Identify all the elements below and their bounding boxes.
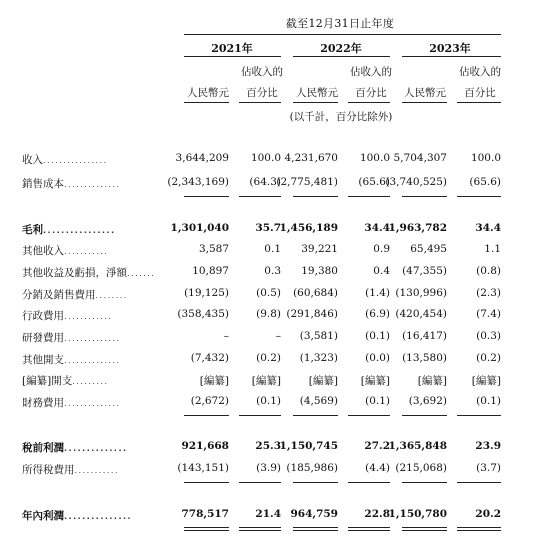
cell-row1-2021-amount: (2,343,169) [167, 176, 229, 188]
cell-row9-2021-pct: [編纂] [251, 375, 281, 387]
cell-row9-2021-amount: [編纂] [199, 375, 229, 387]
cell-row7-2022-pct: (0.1) [365, 330, 390, 342]
cell-row11-2023-pct: 23.9 [475, 440, 501, 452]
cell-row7-2021-amount: – [223, 330, 229, 342]
cell-row9-2022-pct: [編纂] [360, 375, 390, 387]
row-label-other-gains-losses: 其他收益及虧損，淨額....... [22, 267, 156, 279]
amount-header-2023: 人民幣元 [404, 87, 446, 99]
cell-row8-2021-pct: (0.2) [256, 352, 281, 364]
cell-row4-2022-amount: 19,380 [301, 265, 338, 277]
cell-row11-2023-amount: 1,365,848 [388, 440, 447, 452]
cell-row6-2022-amount: (291,846) [286, 308, 338, 320]
cell-row13-2021-pct: 21.4 [255, 508, 281, 520]
cell-row7-2023-pct: (0.3) [476, 330, 501, 342]
cell-row3-2023-amount: 65,495 [410, 243, 447, 255]
cell-row3-2021-amount: 3,587 [198, 243, 229, 255]
unit-note: (以千計，百分比除外) [289, 111, 393, 123]
cell-row1-2022-amount: (2,775,481) [276, 176, 338, 188]
cell-row5-2023-amount: (130,996) [395, 287, 447, 299]
rule-after-finance-costs-3 [348, 415, 390, 416]
pct-header-2021-line1: 佔收入的 [241, 66, 283, 78]
rule-double-total-1 [239, 527, 281, 531]
cell-row9-2022-amount: [編纂] [308, 375, 338, 387]
rule-after-cost-of-sales-0 [184, 196, 229, 197]
cell-row7-2021-pct: – [275, 330, 281, 342]
cell-row8-2023-pct: (0.2) [476, 352, 501, 364]
cell-row1-2023-amount: (3,740,525) [385, 176, 447, 188]
cell-row4-2022-pct: 0.4 [373, 265, 390, 277]
row-label-distribution-selling: 分銷及銷售費用........ [22, 289, 128, 301]
row-label-revenue: 收入................ [22, 154, 108, 166]
rule-after-income-tax-0 [184, 482, 229, 483]
cell-row13-2021-amount: 778,517 [181, 508, 229, 520]
cell-row5-2021-amount: (19,125) [184, 287, 229, 299]
cell-row0-2023-amount: 5,704,307 [393, 152, 447, 164]
cell-row2-2023-pct: 34.4 [475, 222, 501, 234]
cell-row8-2022-pct: (0.0) [365, 352, 390, 364]
cell-row11-2022-amount: 1,150,745 [279, 440, 338, 452]
cell-row10-2022-pct: (0.1) [365, 395, 390, 407]
rule-after-cost-of-sales-4 [402, 196, 447, 197]
pct-header-2021-line2: 百分比 [246, 87, 278, 99]
amount-header-2021: 人民幣元 [187, 87, 229, 99]
cell-row4-2023-amount: (47,355) [402, 265, 447, 277]
cell-row4-2021-amount: 10,897 [192, 265, 229, 277]
cell-row13-2023-amount: 1,150,780 [388, 508, 447, 520]
cell-row3-2022-pct: 0.9 [373, 243, 390, 255]
col-rule-3 [293, 102, 338, 103]
col-rule-4 [348, 102, 390, 103]
cell-row10-2022-amount: (4,569) [299, 395, 338, 407]
cell-row2-2022-amount: 1,456,189 [279, 222, 338, 234]
rule-double-total-3 [348, 527, 390, 531]
year-header-2021: 2021年 [211, 42, 253, 55]
cell-row1-2021-pct: (64.3) [249, 176, 281, 188]
cell-row5-2022-amount: (60,684) [293, 287, 338, 299]
col-rule-5 [402, 102, 447, 103]
cell-row4-2021-pct: 0.3 [264, 265, 281, 277]
cell-row12-2022-pct: (4.4) [365, 462, 390, 474]
cell-row12-2022-amount: (185,986) [286, 462, 338, 474]
rule-after-finance-costs-4 [402, 415, 447, 416]
rule-after-cost-of-sales-3 [348, 196, 390, 197]
cell-row8-2022-amount: (1,323) [299, 352, 338, 364]
row-label-administrative: 行政費用............ [22, 310, 113, 322]
cell-row11-2022-pct: 27.2 [364, 440, 390, 452]
cell-row2-2022-pct: 34.4 [364, 222, 390, 234]
rule-double-total-4 [402, 527, 447, 531]
year-header-2023: 2023年 [429, 42, 471, 55]
cell-row10-2023-amount: (3,692) [408, 395, 447, 407]
cell-row13-2023-pct: 20.2 [475, 508, 501, 520]
row-label-cost-of-sales: 銷售成本.............. [22, 178, 121, 190]
cell-row6-2021-pct: (9.8) [256, 308, 281, 320]
rule-after-finance-costs-0 [184, 415, 229, 416]
cell-row9-2023-amount: [編纂] [417, 375, 447, 387]
cell-row6-2021-amount: (358,435) [177, 308, 229, 320]
year-header-2022: 2022年 [320, 42, 362, 55]
rule-after-cost-of-sales-1 [239, 196, 281, 197]
cell-row10-2023-pct: (0.1) [476, 395, 501, 407]
rule-after-income-tax-3 [348, 482, 390, 483]
rule-double-total-2 [293, 527, 338, 531]
cell-row0-2022-pct: 100.0 [359, 152, 390, 164]
cell-row6-2023-amount: (420,454) [395, 308, 447, 320]
cell-row5-2021-pct: (0.5) [256, 287, 281, 299]
row-label-profit-for-year: 年內利潤............... [22, 510, 133, 522]
row-label-other-expenses: 其他開支.............. [22, 354, 121, 366]
rule-after-income-tax-2 [293, 482, 338, 483]
cell-row10-2021-pct: (0.1) [256, 395, 281, 407]
year-rule-2021 [184, 56, 281, 57]
row-label-profit-before-tax: 稅前利潤.............. [22, 442, 128, 454]
cell-row12-2023-pct: (3.7) [476, 462, 501, 474]
rule-after-income-tax-1 [239, 482, 281, 483]
cell-row3-2021-pct: 0.1 [264, 243, 281, 255]
rule-after-cost-of-sales-2 [293, 196, 338, 197]
cell-row9-2023-pct: [編纂] [471, 375, 501, 387]
cell-row7-2022-amount: (3,581) [299, 330, 338, 342]
pct-header-2023-line2: 百分比 [464, 87, 496, 99]
cell-row6-2022-pct: (6.9) [365, 308, 390, 320]
row-label-income-tax: 所得稅費用........... [22, 464, 119, 476]
year-rule-2022 [293, 56, 390, 57]
row-label-finance-costs: 財務費用.............. [22, 397, 121, 409]
cell-row2-2023-amount: 1,963,782 [388, 222, 447, 234]
rule-double-total-0 [184, 527, 229, 531]
pct-header-2022-line2: 百分比 [355, 87, 387, 99]
cell-row13-2022-amount: 964,759 [290, 508, 338, 520]
cell-row2-2021-amount: 1,301,040 [170, 222, 229, 234]
amount-header-2022: 人民幣元 [296, 87, 338, 99]
cell-row0-2021-amount: 3,644,209 [175, 152, 229, 164]
cell-row8-2021-amount: (7,432) [190, 352, 229, 364]
cell-row7-2023-amount: (16,417) [402, 330, 447, 342]
cell-row2-2021-pct: 35.7 [255, 222, 281, 234]
cell-row5-2022-pct: (1.4) [365, 287, 390, 299]
rule-double-total-5 [457, 527, 501, 531]
cell-row12-2021-amount: (143,151) [177, 462, 229, 474]
cell-row1-2022-pct: (65.6) [358, 176, 390, 188]
row-label-gross-profit: 毛利................ [22, 224, 116, 236]
rule-after-finance-costs-2 [293, 415, 338, 416]
cell-row3-2023-pct: 1.1 [484, 243, 501, 255]
cell-row12-2023-amount: (215,068) [395, 462, 447, 474]
cell-row11-2021-amount: 921,668 [181, 440, 229, 452]
row-label-redacted-expenses: [編纂]開支......... [22, 375, 109, 387]
cell-row12-2021-pct: (3.9) [256, 462, 281, 474]
cell-row11-2021-pct: 25.3 [255, 440, 281, 452]
cell-row13-2022-pct: 22.8 [364, 508, 390, 520]
rule-after-finance-costs-5 [457, 415, 501, 416]
cell-row0-2021-pct: 100.0 [250, 152, 281, 164]
rule-after-income-tax-5 [457, 482, 501, 483]
year-rule-2023 [402, 56, 501, 57]
cell-row0-2023-pct: 100.0 [470, 152, 501, 164]
row-label-research-development: 研發費用.............. [22, 332, 121, 344]
rule-after-income-tax-4 [402, 482, 447, 483]
col-rule-1 [184, 102, 229, 103]
rule-after-cost-of-sales-5 [457, 196, 501, 197]
cell-row4-2023-pct: (0.8) [476, 265, 501, 277]
cell-row1-2023-pct: (65.6) [469, 176, 501, 188]
col-rule-2 [239, 102, 281, 103]
cell-row10-2021-amount: (2,672) [190, 395, 229, 407]
period-header-rule [184, 34, 501, 35]
col-rule-6 [457, 102, 501, 103]
pct-header-2023-line1: 佔收入的 [459, 66, 501, 78]
cell-row8-2023-amount: (13,580) [402, 352, 447, 364]
rule-after-finance-costs-1 [239, 415, 281, 416]
pct-header-2022-line1: 佔收入的 [350, 66, 392, 78]
cell-row3-2022-amount: 39,221 [301, 243, 338, 255]
cell-row5-2023-pct: (2.3) [476, 287, 501, 299]
cell-row6-2023-pct: (7.4) [476, 308, 501, 320]
cell-row0-2022-amount: 4,231,670 [284, 152, 338, 164]
period-header: 截至12月31日止年度 [285, 17, 395, 30]
row-label-other-income: 其他收入........... [22, 245, 109, 257]
